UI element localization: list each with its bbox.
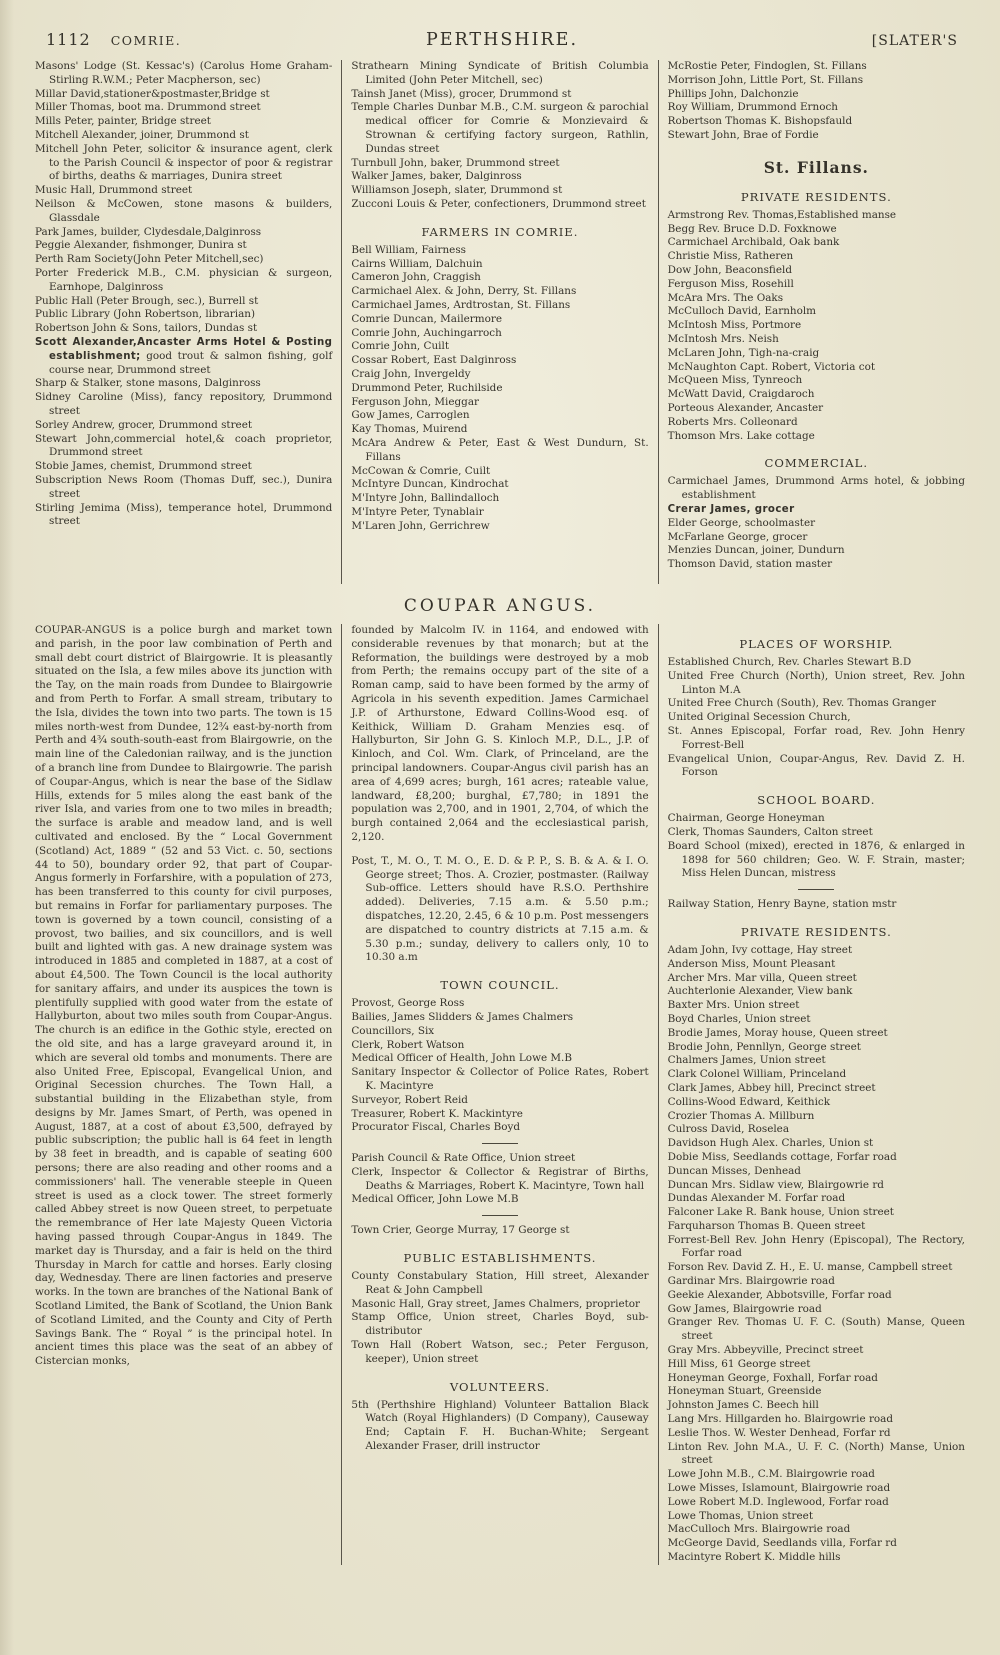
bottom-columns: [0, 624, 1000, 1565]
directory-entry: Zucconi Louis & Peter, confectioners, Drummond street: [351, 197, 646, 210]
text-column: [26, 60, 341, 584]
directory-entry: Sidney Caroline (Miss), fancy repository, Drummond street: [35, 391, 333, 417]
directory-entry: Forrest-Bell Rev. John Henry (Episcopal), The Rectory, Forfar road: [667, 1233, 965, 1260]
directory-entry: Carmichael Alex. & John, Derry, St. Fillans: [351, 285, 577, 298]
directory-entry: Procurator Fiscal, Charles Boyd: [351, 1121, 521, 1134]
directory-entry: McLaren John, Tigh-na-craig: [667, 346, 820, 359]
directory-entry: Sharp & Stalker, stone masons, Dalginross: [35, 377, 261, 390]
directory-entry: Brodie John, Pennllyn, George street: [667, 1040, 861, 1053]
text-column: [341, 60, 657, 584]
divider-rule: [482, 1215, 518, 1216]
directory-entry: Armstrong Rev. Thomas,Established manse: [667, 208, 897, 221]
directory-entry: Clerk, Thomas Saunders, Calton street: [667, 825, 873, 838]
description-paragraph: COUPAR-ANGUS is a police burgh and market town and parish, in the poor law combination of Perth and small debt court district of Blairgowrie. It is pleasantly situated on the Isla, a few miles above its junction with the Tay, on the main roads from Dundee to Blairgowrie and from Perth to Forfar. A small stream, tributary to the Isla, divides the town into two parts. The town is 15 miles north-west from Dundee, 12¾ east-by-north from Perth and 4¾ south-south-east from Blairgowrie, on the main line of the Caledonian railway, and is the junction of a branch line from Dundee to Blairgowrie. The parish of Coupar-Angus, which is near the base of the Sidlaw Hills, extends for 5 miles along the east bank of the river Isla, and varies from one to two miles in breadth; the surface is arable and meadow land, and is well cultivated and enclosed. By the “ Local Government (Scotland) Act, 1889 ” (52 and 53 Vict. c. 50, sections 44 to 50), boundary order 92, that part of Coupar-Angus formerly in Forfarshire, with a population of 273, has been transferred to this county for civil purposes, but remains in Forfar for parliamentary purposes. The town is governed by a town council, consisting of a provost, two bailies, and six councillors, and is well built and lighted with gas. A new drainage system was introduced in 1885 and completed in 1887, at a cost of about £4,500. The Town Council is the local authority for sanitary affairs, and under its auspices the town is plentifully supplied with good water from the estate of Hallyburton, about two miles south from Coupar-Angus. The church is an edifice in the Gothic style, erected on the old site, and has a large graveyard around it, in which are several old tombs and monuments. There are also United Free, Episcopal, Evangelical Union, and Original Secession churches. The Town Hall, a substantial building in the Elizabethan style, from designs by Mr. James Smart, of Perth, was opened in August, 1887, at a cost of about £3,500, defrayed by public subscription; the public hall is 64 feet in length by 38 feet in breadth, and is capable of seating 600 persons; there are also reading and other rooms and a commissioners' hall. The venerable steeple in Queen street is used as a clock tower. The street formerly called Abbey street is now Queen street, to perpetuate the remembrance of Her late Majesty Queen Victoria having passed through Coupar-Angus in 1849. The market day is Thursday, and a fair is held on the third Thursday in March for cattle and horses. Early closing day, Wednesday. There are linen factories and preserve works. In the town are branches of the National Bank of Scotland Limited, the Bank of Scotland, the Union Bank of Scotland Limited, and the County and City of Perth Savings Bank. The “ Royal ” is the principal hotel. In ancient times this place was the seat of an abbey of Cistercian monks,: [35, 624, 333, 1368]
directory-entry: Begg Rev. Bruce D.D. Foxknowe: [667, 222, 837, 235]
section-heading: SCHOOL BOARD.: [757, 793, 876, 808]
directory-entry: Comrie John, Auchingarroch: [351, 326, 502, 339]
directory-entry: Tainsh Janet (Miss), grocer, Drummond st: [351, 87, 572, 100]
top-columns: [0, 60, 1000, 584]
directory-entry: Peggie Alexander, fishmonger, Dunira st: [35, 239, 247, 252]
bold-lead-text: Scott Alexander,Ancaster Arms Hotel & Posting establishment;: [35, 336, 333, 362]
text-column: [658, 624, 974, 1565]
section-heading: PUBLIC ESTABLISHMENTS.: [403, 1251, 597, 1266]
directory-entry: Stirling Jemima (Miss), temperance hotel, Drummond street: [35, 501, 333, 528]
directory-entry: Falconer Lake R. Bank house, Union street: [667, 1206, 894, 1219]
directory-entry: Macintyre Robert K. Middle hills: [667, 1551, 841, 1564]
directory-entry: Gow James, Blairgowrie road: [667, 1302, 822, 1315]
directory-entry: McRostie Peter, Findoglen, St. Fillans: [667, 60, 867, 72]
directory-entry: Culross David, Roselea: [667, 1123, 790, 1136]
directory-entry: M'Laren John, Gerrichrew: [351, 519, 490, 532]
directory-entry: Brodie James, Moray house, Queen street: [667, 1026, 888, 1039]
directory-entry: Robertson John & Sons, tailors, Dundas st: [35, 322, 258, 335]
directory-entry: McCowan & Comrie, Cuilt: [351, 464, 491, 477]
directory-entry: Ferguson Miss, Rosehill: [667, 277, 794, 290]
directory-entry: Lowe Thomas, Union street: [667, 1509, 813, 1522]
running-title-right: [SLATER'S: [871, 33, 958, 49]
directory-entry: Comrie Duncan, Mailermore: [351, 312, 502, 325]
directory-entry: Sanitary Inspector & Collector of Police Rates, Robert K. Macintyre: [351, 1066, 649, 1092]
bold-directory-entry: Crerar James, grocer: [667, 503, 795, 515]
directory-entry: Perth Ram Society(John Peter Mitchell,sec): [35, 253, 264, 266]
directory-entry: Dobie Miss, Seedlands cottage, Forfar road: [667, 1150, 897, 1163]
directory-entry: Lowe Robert M.D. Inglewood, Forfar road: [667, 1495, 889, 1508]
directory-entry: Lowe John M.B., C.M. Blairgowrie road: [667, 1468, 875, 1481]
directory-entry: Town Hall (Robert Watson, sec.; Peter Ferguson, keeper), Union street: [351, 1339, 649, 1365]
directory-entry: Mitchell Alexander, joiner, Drummond st: [35, 128, 249, 141]
directory-entry: Town Crier, George Murray, 17 George st: [351, 1224, 570, 1237]
directory-entry: United Free Church (South), Rev. Thomas Granger: [667, 697, 936, 710]
directory-entry: Ferguson John, Mieggar: [351, 395, 479, 408]
directory-entry: Linton Rev. John M.A., U. F. C. (North) Manse, Union street: [667, 1440, 965, 1467]
directory-entry: Carmichael James, Ardtrostan, St. Fillans: [351, 298, 571, 311]
directory-entry: Porteous Alexander, Ancaster: [667, 401, 824, 414]
section-heading: VOLUNTEERS.: [449, 1379, 551, 1394]
directory-entry: Comrie John, Cuilt: [351, 340, 450, 353]
directory-entry: Farquharson Thomas B. Queen street: [667, 1219, 866, 1232]
directory-entry: Subscription News Room (Thomas Duff, sec.), Dunira street: [35, 473, 333, 500]
directory-entry: Temple Charles Dunbar M.B., C.M. surgeon & parochial medical officer for Comrie & Monzievaird & Strownan & certifying factory surgeon, Rathlin, Dundas street: [351, 101, 649, 155]
directory-entry: Gardinar Mrs. Blairgowrie road: [667, 1275, 835, 1288]
directory-entry: Honeyman George, Foxhall, Forfar road: [667, 1371, 878, 1384]
directory-entry: Forson Rev. David Z. H., E. U. manse, Campbell street: [667, 1261, 953, 1274]
directory-entry: Bailies, James Slidders & James Chalmers: [351, 1010, 574, 1023]
directory-entry: Menzies Duncan, joiner, Dundurn: [667, 544, 845, 557]
directory-entry: United Free Church (North), Union street, Rev. John Linton M.A: [667, 669, 965, 696]
directory-entry: Johnston James C. Beech hill: [667, 1399, 819, 1412]
directory-entry: Established Church, Rev. Charles Stewart B.D: [667, 656, 912, 668]
coupar-angus-heading: COUPAR ANGUS.: [403, 596, 597, 616]
directory-entry: M'Intyre John, Ballindalloch: [351, 492, 500, 505]
directory-entry: McCulloch David, Earnholm: [667, 305, 817, 318]
text-column: [658, 60, 974, 584]
directory-entry: United Original Secession Church,: [667, 711, 851, 724]
directory-entry: St. Annes Episcopal, Forfar road, Rev. John Henry Forrest-Bell: [667, 724, 965, 751]
directory-entry: McIntosh Mrs. Neish: [667, 332, 779, 345]
directory-entry: Scott Alexander,Ancaster Arms Hotel & Posting establishment; good trout & salmon fishing, golf course near, Drummond street: [35, 336, 333, 376]
divider-rule: [798, 889, 834, 890]
directory-entry: Public Library (John Robertson, librarian): [35, 308, 256, 321]
directory-entry: Public Hall (Peter Brough, sec.), Burrell st: [35, 294, 259, 307]
directory-entry: Stamp Office, Union street, Charles Boyd, sub-distributor: [351, 1311, 649, 1338]
directory-entry: Music Hall, Drummond street: [35, 184, 193, 197]
directory-entry: Carmichael Archibald, Oak bank: [667, 236, 840, 249]
directory-entry: Strathearn Mining Syndicate of British Columbia Limited (John Peter Mitchell, sec): [351, 60, 649, 86]
header-left: [46, 30, 350, 49]
directory-entry: Railway Station, Henry Bayne, station mstr: [667, 898, 897, 911]
directory-entry: Christie Miss, Ratheren: [667, 250, 794, 263]
directory-entry: Millar David,stationer&postmaster,Bridge st: [35, 87, 270, 100]
directory-entry: Porter Frederick M.B., C.M. physician & surgeon, Earnhope, Dalginross: [35, 266, 333, 293]
page-number: 1112: [46, 30, 91, 49]
directory-entry: Stewart John, Brae of Fordie: [667, 128, 819, 141]
directory-entry: Cossar Robert, East Dalginross: [351, 354, 517, 367]
directory-entry: Geekie Alexander, Abbotsville, Forfar road: [667, 1288, 892, 1301]
directory-entry: Morrison John, Little Port, St. Fillans: [667, 73, 864, 86]
divider-rule: [482, 1143, 518, 1144]
directory-entry: Provost, George Ross: [351, 997, 465, 1010]
directory-entry: Clerk, Robert Watson: [351, 1038, 465, 1051]
directory-entry: Chairman, George Honeyman: [667, 812, 825, 825]
directory-entry: Duncan Mrs. Sidlaw view, Blairgowrie rd: [667, 1178, 884, 1191]
directory-entry: McNaughton Capt. Robert, Victoria cot: [667, 360, 876, 373]
section-heading: PLACES OF WORSHIP.: [739, 637, 894, 651]
page-header: [0, 0, 1000, 54]
directory-entry: Cameron John, Craggish: [351, 271, 481, 284]
directory-entry: Williamson Joseph, slater, Drummond st: [351, 184, 563, 197]
directory-entry: 5th (Perthshire Highland) Volunteer Battalion Black Watch (Royal Highlanders) (D Company), Causeway End; Captain F. H. Buchan-White; Sergeant Alexander Fraser, drill instructor: [351, 1398, 649, 1453]
directory-entry: Lang Mrs. Hillgarden ho. Blairgowrie road: [667, 1413, 894, 1426]
directory-entry: Clark Colonel William, Princeland: [667, 1068, 847, 1081]
directory-entry: Gow James, Carroglen: [351, 409, 470, 422]
directory-entry: Roberts Mrs. Colleonard: [667, 415, 798, 428]
directory-entry: Thomson Mrs. Lake cottage: [667, 429, 815, 442]
directory-entry: Mitchell John Peter, solicitor & insurance agent, clerk to the Parish Council & inspector of poor & registrar of births, deaths & marriages, Dunira street: [35, 142, 333, 183]
directory-entry: Boyd Charles, Union street: [667, 1012, 811, 1025]
directory-entry: Stewart John,commercial hotel,& coach proprietor, Drummond street: [35, 432, 333, 459]
directory-entry: McWatt David, Craigdaroch: [667, 388, 815, 401]
text-column: [341, 624, 657, 1565]
directory-entry: Roy William, Drummond Ernoch: [667, 101, 838, 114]
directory-entry: Turnbull John, baker, Drummond street: [351, 156, 560, 169]
directory-entry: Carmichael James, Drummond Arms hotel, & jobbing establishment: [667, 475, 965, 502]
directory-entry: Park James, builder, Clydesdale,Dalginross: [35, 225, 262, 238]
directory-entry: Hill Miss, 61 George street: [667, 1357, 811, 1370]
directory-entry: Masonic Hall, Gray street, James Chalmers, proprietor: [351, 1297, 641, 1310]
directory-entry: Parish Council & Rate Office, Union street: [351, 1152, 576, 1165]
directory-entry: Craig John, Invergeldy: [351, 367, 471, 380]
place-title: St. Fillans.: [763, 157, 869, 177]
directory-entry: Phillips John, Dalchonzie: [667, 87, 799, 100]
directory-entry: Surveyor, Robert Reid: [351, 1093, 468, 1106]
description-paragraph: founded by Malcolm IV. in 1164, and endowed with considerable revenues by that monarch; but at the Reformation, the buildings were destroyed by a mob from Perth; the remains occupy part of the site of a Roman camp, said to have been formed by the army of Agricola in his seventh expedition. James Carmichael J.P. of Arthurstone, Edward Collins-Wood esq. of Keithick, William D. Graham Menzies esq. of Hallyburton, Sir John G. S. Kinloch M.P., D.L., J.P. of Kinloch, and Col. Wm. Clark, of Princeland, are the principal landowners. Coupar-Angus civil parish has an area of 4,699 acres; burgh, 161 acres; rateable value, landward, £8,200; burghal, £7,780; in 1891 the population was 2,700, and in 1901, 2,704, of which the burgh contained 2,064 and the ecclesiastical parish, 2,120.: [351, 624, 649, 843]
directory-entry: Dow John, Beaconsfield: [667, 263, 792, 276]
text-column: [26, 624, 341, 1565]
directory-entry: Adam John, Ivy cottage, Hay street: [667, 943, 853, 956]
directory-entry: Walker James, baker, Dalginross: [351, 170, 522, 183]
directory-entry: Collins-Wood Edward, Keithick: [667, 1095, 831, 1108]
directory-entry: Duncan Misses, Denhead: [667, 1164, 801, 1177]
directory-entry: Anderson Miss, Mount Pleasant: [667, 957, 836, 970]
directory-entry: Thomson David, station master: [667, 558, 833, 571]
directory-entry: McIntosh Miss, Portmore: [667, 319, 802, 332]
section-heading: COMMERCIAL.: [764, 456, 869, 471]
directory-entry: McFarlane George, grocer: [667, 530, 808, 543]
directory-entry: Clark James, Abbey hill, Precinct street: [667, 1081, 876, 1094]
directory-entry: McQueen Miss, Tynreoch: [667, 374, 803, 387]
directory-entry: Honeyman Stuart, Greenside: [667, 1385, 822, 1398]
directory-entry: Evangelical Union, Coupar-Angus, Rev. David Z. H. Forson: [667, 752, 965, 779]
directory-entry: Davidson Hugh Alex. Charles, Union st: [667, 1137, 874, 1150]
directory-entry: Elder George, schoolmaster: [667, 516, 816, 529]
directory-entry: Baxter Mrs. Union street: [667, 999, 800, 1012]
directory-entry: Lowe Misses, Islamount, Blairgowrie road: [667, 1482, 891, 1495]
directory-entry: Mills Peter, painter, Bridge street: [35, 115, 211, 128]
directory-entry: Drummond Peter, Ruchilside: [351, 381, 503, 394]
directory-entry: Auchterlonie Alexander, View bank: [667, 985, 853, 998]
running-title-left: COMRIE.: [110, 33, 182, 48]
directory-entry: Kay Thomas, Muirend: [351, 423, 468, 436]
directory-entry: McIntyre Duncan, Kindrochat: [351, 478, 509, 491]
directory-entry: McGeorge David, Seedlands villa, Forfar rd: [667, 1537, 897, 1550]
directory-entry: Cairns William, Dalchuin: [351, 257, 483, 270]
directory-entry: Robertson Thomas K. Bishopsfauld: [667, 115, 853, 128]
directory-entry: Post, T., M. O., T. M. O., E. D. & P. P., S. B. & A. & I. O. George street; Thos. A. Crozier, postmaster. (Railway Sub-office. Letters should have R.S.O. Perthshire added). Deliveries, 7.15 a.m. & 5.50 p.m.; dispatches, 12.20, 2.45, 6 & 10 p.m. Post messengers are dispatched to country districts at 7.15 a.m. & 5.30 p.m.; sunday, delivery to callers only, 10 to 10.30 a.m: [351, 854, 649, 964]
directory-entry: Sorley Andrew, grocer, Drummond street: [35, 418, 253, 431]
section-heading: TOWN COUNCIL.: [440, 978, 560, 993]
directory-entry: Granger Rev. Thomas U. F. C. (South) Manse, Queen street: [667, 1316, 965, 1343]
directory-entry: Councillors, Six: [351, 1024, 435, 1037]
directory-entry: MacCulloch Mrs. Blairgowrie road: [667, 1523, 851, 1536]
directory-entry: McAra Andrew & Peter, East & West Dundurn, St. Fillans: [351, 436, 649, 463]
directory-entry: Masons' Lodge (St. Kessac's) (Carolus Home Graham-Stirling R.W.M.; Peter Macpherson, sec): [35, 60, 333, 86]
directory-entry: Board School (mixed), erected in 1876, & enlarged in 1898 for 560 children; Geo. W. F. Strain, master; Miss Helen Duncan, mistress: [667, 839, 965, 880]
directory-entry: Neilson & McCowen, stone masons & builders, Glassdale: [35, 197, 333, 224]
directory-entry: Miller Thomas, boot ma. Drummond street: [35, 101, 261, 114]
directory-entry: Gray Mrs. Abbeyville, Precinct street: [667, 1344, 864, 1357]
directory-entry: Bell William, Fairness: [351, 243, 466, 256]
directory-entry: Medical Officer of Health, John Lowe M.B: [351, 1052, 572, 1065]
directory-entry: Chalmers James, Union street: [667, 1054, 826, 1067]
directory-entry: Crozier Thomas A. Millburn: [667, 1109, 815, 1122]
directory-entry: Treasurer, Robert K. Mackintyre: [351, 1107, 523, 1120]
directory-entry: Dundas Alexander M. Forfar road: [667, 1192, 846, 1205]
section-heading: FARMERS IN COMRIE.: [421, 224, 579, 239]
directory-entry: M'Intyre Peter, Tynablair: [351, 505, 484, 518]
directory-entry: Clerk, Inspector & Collector & Registrar of Births, Deaths & Marriages, Robert K. Macintyre, Town hall: [351, 1165, 649, 1192]
section-heading: PRIVATE RESIDENTS.: [740, 924, 892, 939]
directory-entry: Archer Mrs. Mar villa, Queen street: [667, 971, 857, 984]
directory-entry: Stobie James, chemist, Drummond street: [35, 460, 252, 473]
section-heading: PRIVATE RESIDENTS.: [740, 189, 892, 204]
directory-entry: McAra Mrs. The Oaks: [667, 291, 784, 304]
county-title: PERTHSHIRE.: [425, 30, 579, 50]
directory-entry: Medical Officer, John Lowe M.B: [351, 1193, 519, 1206]
directory-entry: County Constabulary Station, Hill street, Alexander Reat & John Campbell: [351, 1270, 649, 1296]
directory-entry: Leslie Thos. W. Wester Denhead, Forfar rd: [667, 1426, 891, 1439]
